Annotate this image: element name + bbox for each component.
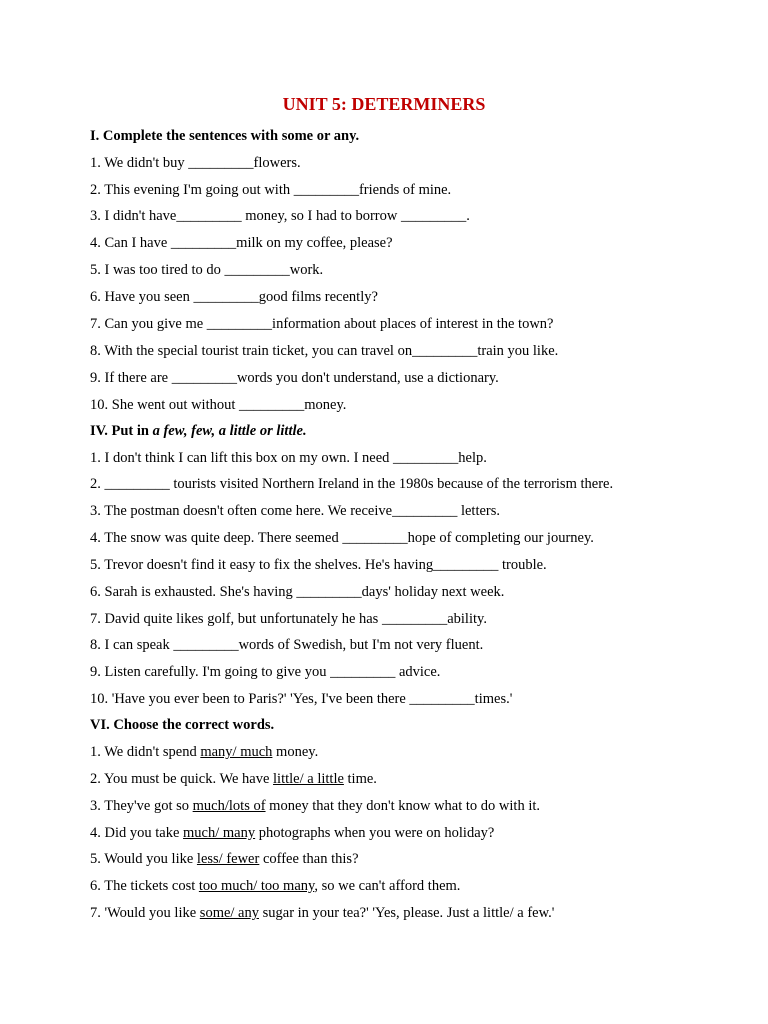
section-1-heading: I. Complete the sentences with some or any. <box>90 128 360 144</box>
item-text: money. <box>272 744 319 760</box>
item-text: 2. You must be quick. We have <box>90 771 274 787</box>
list-item <box>90 824 748 842</box>
answer-options: too much/ too many <box>198 878 315 894</box>
answer-options: less/ fewer <box>196 851 260 867</box>
list-item <box>90 904 748 922</box>
item-text: photographs when you were on holiday? <box>255 825 495 841</box>
item-text: 5. Would you like <box>90 851 197 867</box>
item-text: sugar in your tea?' 'Yes, please. Just a little/ a few.' <box>259 905 555 921</box>
section-4-heading-italic: a few, few, a little or little. <box>152 423 307 439</box>
answer-options: some/ any <box>199 905 259 921</box>
answer-options: little/ a little <box>273 771 344 787</box>
list-item <box>90 770 748 788</box>
item-text: 7. 'Would you like <box>90 905 200 921</box>
list-item: 2. _________ tourists visited Northern Ireland in the 1980s because of the terrorism there. <box>90 476 614 492</box>
answer-options: much/ many <box>183 825 256 841</box>
section-4-heading-prefix: IV. Put in <box>90 423 153 439</box>
list-item: 8. With the special tourist train ticket, you can travel on_________train you like. <box>90 343 559 359</box>
list-item: 8. I can speak _________words of Swedish, but I'm not very fluent. <box>90 637 484 653</box>
list-item: 4. The snow was quite deep. There seemed _________hope of completing our journey. <box>90 530 594 546</box>
list-item: 1. We didn't buy _________flowers. <box>90 155 301 171</box>
page-title: UNIT 5: DETERMINERS <box>282 94 486 114</box>
list-item: 7. David quite likes golf, but unfortunately he has _________ability. <box>90 611 487 627</box>
list-item <box>90 797 748 815</box>
section-6-heading: VI. Choose the correct words. <box>90 717 275 733</box>
list-item: 6. Have you seen _________good films recently? <box>90 289 378 305</box>
item-text: 3. They've got so <box>90 798 193 814</box>
list-item: 5. I was too tired to do _________work. <box>90 262 324 278</box>
list-item: 7. Can you give me _________information about places of interest in the town? <box>90 316 554 332</box>
list-item: 6. Sarah is exhausted. She's having _________days' holiday next week. <box>90 584 505 600</box>
item-text: money that they don't know what to do with it. <box>265 798 541 814</box>
list-item <box>90 743 748 761</box>
item-text: coffee than this? <box>259 851 359 867</box>
section-4-heading <box>90 422 748 440</box>
list-item: 9. Listen carefully. I'm going to give you _________ advice. <box>90 664 441 680</box>
list-item: 4. Can I have _________milk on my coffee, please? <box>90 235 393 251</box>
list-item <box>90 877 748 895</box>
item-text: , so we can't afford them. <box>314 878 461 894</box>
list-item: 5. Trevor doesn't find it easy to fix the shelves. He's having_________ trouble. <box>90 557 547 573</box>
list-item: 3. The postman doesn't often come here. We receive_________ letters. <box>90 503 501 519</box>
list-item: 10. 'Have you ever been to Paris?' 'Yes, I've been there _________times.' <box>90 691 513 707</box>
list-item: 9. If there are _________words you don't understand, use a dictionary. <box>90 370 499 386</box>
list-item: 10. She went out without _________money. <box>90 397 347 413</box>
list-item: 1. I don't think I can lift this box on my own. I need _________help. <box>90 450 487 466</box>
list-item <box>90 850 748 868</box>
list-item: 3. I didn't have_________ money, so I had to borrow _________. <box>90 208 470 224</box>
item-text: 1. We didn't spend <box>90 744 201 760</box>
item-text: 4. Did you take <box>90 825 184 841</box>
answer-options: many/ much <box>200 744 273 760</box>
item-text: time. <box>343 771 377 787</box>
answer-options: much/lots of <box>192 798 266 814</box>
list-item: 2. This evening I'm going out with _________friends of mine. <box>90 182 452 198</box>
item-text: 6. The tickets cost <box>90 878 199 894</box>
